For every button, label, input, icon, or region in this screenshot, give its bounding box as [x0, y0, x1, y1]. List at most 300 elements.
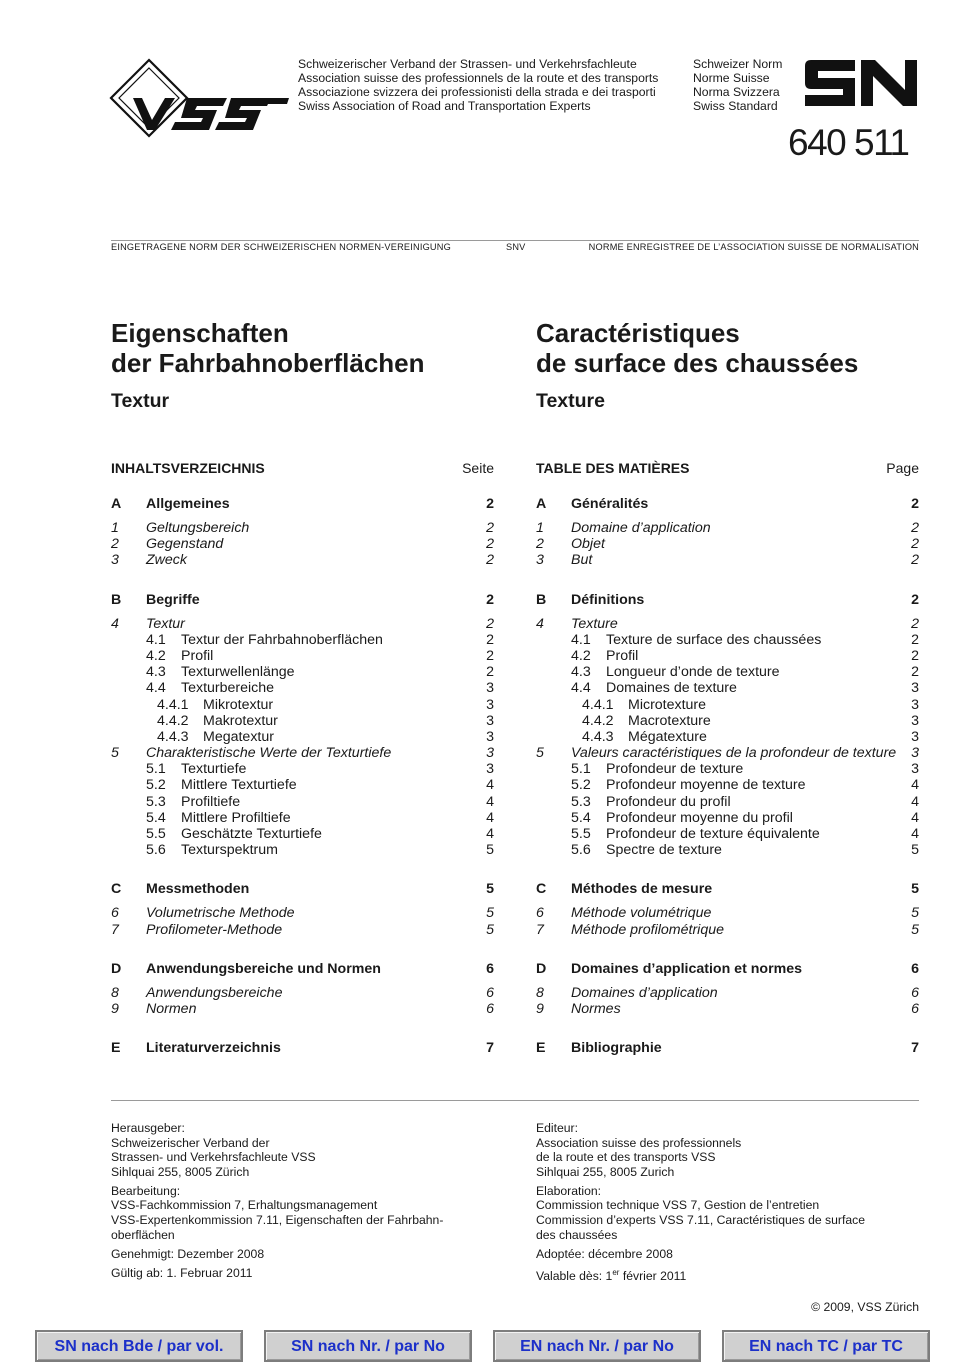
toc-entry — [111, 616, 494, 632]
toc-entry-title — [536, 810, 905, 826]
toc-entry-number: 5.4 — [571, 809, 591, 826]
toc-entry-number: 4.4.2 — [582, 712, 614, 729]
toc-section-label: Messmethoden — [146, 881, 250, 898]
toc-page-number: 2 — [911, 536, 919, 553]
toc-page-number: 2 — [911, 631, 919, 648]
toc-page-number: 2 — [911, 664, 919, 681]
toc-entry — [536, 842, 919, 858]
toc-entry-number: 4 — [111, 615, 119, 632]
toc-entry-title — [111, 536, 480, 552]
toc-page-number: 3 — [486, 728, 494, 745]
toc-entry — [111, 745, 494, 761]
vss-logo-text: VSS — [109, 58, 112, 59]
toc-entry — [536, 680, 919, 696]
toc-entry-label: Mittlere Profiltiefe — [181, 809, 291, 826]
toc-page-number: 7 — [911, 1040, 919, 1057]
toc-entry-label: Geltungsbereich — [146, 520, 250, 536]
editing-line: oberflächen — [111, 1227, 175, 1242]
toc-entry-label: Volumetrische Methode — [146, 905, 295, 922]
toc-entry — [536, 616, 919, 632]
editing-line: Elaboration: — [536, 1183, 602, 1198]
subtitle-de: Textur — [111, 390, 170, 412]
toc-entry — [111, 842, 494, 858]
toc-entry-label: Valeurs caractéristiques de la profondeur de texture — [571, 745, 897, 762]
approval-date: Adoptée: décembre 2008 — [536, 1246, 673, 1261]
toc-entry-number: 5.2 — [146, 777, 166, 794]
toc-entry-label: Domaines de texture — [606, 680, 737, 697]
toc-page-number: 2 — [486, 647, 494, 664]
title-line: Caractéristiques — [536, 318, 740, 348]
norm-line: Norma Svizzera — [693, 85, 780, 99]
publisher-line: Herausgeber: — [111, 1121, 185, 1135]
toc-entry — [536, 1001, 919, 1017]
toc-entry — [111, 777, 494, 793]
norm-names — [693, 57, 782, 113]
toc-entry-label: Profondeur moyenne de texture — [606, 777, 806, 794]
toc-page-number: 4 — [911, 809, 919, 826]
title-line: de surface des chaussées — [536, 348, 859, 378]
toc-page-label: Seite — [462, 460, 494, 476]
toc-entry-number: 4.3 — [146, 664, 166, 681]
association-line: Schweizerischer Verband der Strassen- und Verkehrsfachleute — [298, 57, 637, 71]
toc-entry-number: 5.3 — [146, 793, 166, 810]
toc-section-letter: E — [111, 1040, 121, 1057]
toc-page-number: 5 — [911, 881, 919, 898]
validity-date — [536, 1266, 916, 1284]
toc-entry-title — [536, 842, 905, 858]
toc-entry-title — [536, 794, 905, 810]
toc-entry-number: 5.3 — [571, 793, 591, 810]
toc-section-items — [111, 905, 494, 937]
toc-entry — [536, 745, 919, 761]
toc-page-number: 2 — [911, 520, 919, 536]
toc-entry-number: 4 — [536, 615, 544, 632]
toc-entry — [111, 1001, 494, 1017]
editing-block — [111, 1184, 491, 1242]
toc-entry — [536, 761, 919, 777]
toc-section-heading — [111, 959, 494, 979]
toc-entry-title — [536, 520, 905, 536]
toc-entry-label: Texturbereiche — [181, 680, 275, 697]
toc-entry-title — [111, 1001, 480, 1017]
toc-entry — [111, 985, 494, 1001]
toc-page-number: 2 — [911, 552, 919, 569]
toc-page-number: 2 — [486, 631, 494, 648]
toc-entry-label: Charakteristische Werte der Texturtiefe — [146, 745, 392, 762]
toc-entry-label: Profilometer-Methode — [146, 921, 283, 938]
publisher-fr — [536, 1121, 916, 1288]
toc-entry — [111, 922, 494, 938]
toc-page-number: 7 — [486, 1040, 494, 1057]
toc-entry — [111, 794, 494, 810]
toc-entry-title — [536, 632, 905, 648]
toc-page-number: 2 — [486, 615, 494, 632]
toc-page-number: 2 — [486, 496, 494, 512]
toc-title: TABLE DES MATIÈRES — [536, 460, 690, 476]
toc-entry — [111, 697, 494, 713]
toc-entry-number: 6 — [111, 905, 119, 922]
toc-entry-label: Profil — [606, 647, 639, 664]
toc-page-number: 6 — [486, 1000, 494, 1017]
toc-entry-number: 7 — [536, 921, 544, 938]
toc-de — [111, 494, 494, 1058]
toc-page-number: 2 — [911, 647, 919, 664]
toc-entry-title — [111, 664, 480, 680]
toc-section-items — [536, 616, 919, 859]
toc-section-label: Literaturverzeichnis — [146, 1040, 281, 1057]
toc-entry-label: Domaine d’application — [571, 520, 711, 536]
toc-entry-number: 2 — [536, 536, 544, 553]
toc-entry-label: Profondeur de texture équivalente — [606, 826, 820, 842]
association-line: Association suisse des professionnels de la route et des transports — [298, 71, 659, 85]
toc-entry-title — [111, 922, 480, 938]
bottom-divider — [111, 1100, 919, 1101]
toc-page-number: 6 — [911, 984, 919, 1001]
toc-entry-label: Objet — [571, 536, 605, 553]
toc-entry-number: 4.4 — [571, 680, 591, 697]
editing-line: Bearbeitung: — [111, 1183, 181, 1198]
toc-page-number: 3 — [486, 696, 494, 713]
toc-entry-number: 5 — [536, 745, 544, 762]
toc-entry-title — [111, 794, 480, 810]
toc-page-number: 5 — [486, 905, 494, 922]
toc-section-items — [536, 985, 919, 1017]
toc-entry — [536, 794, 919, 810]
toc-page-number: 5 — [486, 881, 494, 898]
toc-page-number: 3 — [486, 745, 494, 762]
approval-date: Genehmigt: Dezember 2008 — [111, 1246, 265, 1261]
publisher-de — [111, 1121, 491, 1285]
toc-page-number: 4 — [486, 793, 494, 810]
toc-page-number: 4 — [911, 826, 919, 842]
editing-line: des chaussées — [536, 1227, 618, 1242]
toc-entry-label: Texture de surface des chaussées — [606, 631, 822, 648]
toc-entry-label: Textur — [146, 615, 185, 632]
publisher-line: Editeur: — [536, 1121, 579, 1135]
toc-entry-label: Mégatexture — [628, 728, 707, 745]
toc-entry-number: 5.5 — [146, 826, 166, 842]
toc-page-number: 6 — [911, 960, 919, 977]
toc-section-heading — [111, 494, 494, 514]
toc-entry-label: But — [571, 552, 593, 569]
toc-entry-label: Spectre de texture — [606, 842, 722, 859]
norm-line: Schweizer Norm — [693, 57, 783, 71]
toc-section-label: Anwendungsbereiche und Normen — [146, 960, 381, 977]
toc-section-heading — [111, 1038, 494, 1058]
toc-entry-label: Anwendungsbereiche — [146, 984, 283, 1001]
toc-entry — [536, 536, 919, 552]
toc-entry-title — [111, 729, 480, 745]
toc-section-label: Bibliographie — [571, 1040, 662, 1057]
column-french — [536, 318, 919, 1058]
toc-page-number: 2 — [911, 496, 919, 512]
toc-entry-number: 3 — [536, 552, 544, 569]
toc-entry-number: 5.1 — [146, 761, 166, 778]
toc-entry-number: 1 — [111, 520, 119, 536]
toc-entry-title — [536, 1001, 905, 1017]
toc-section-letter: A — [111, 496, 122, 512]
toc-section-letter: D — [536, 960, 547, 977]
toc-entry-label: Textur der Fahrbahnoberflächen — [181, 631, 383, 648]
toc-entry-title — [536, 905, 905, 921]
sn-logo — [803, 58, 919, 108]
toc-page-number: 3 — [486, 712, 494, 729]
toc-page-number: 4 — [911, 777, 919, 794]
toc-entry-label: Texturspektrum — [181, 842, 278, 859]
toc-entry-title — [536, 761, 905, 777]
registration-divider — [111, 240, 919, 241]
toc-entry-label: Zweck — [146, 552, 187, 569]
toc-page-number: 3 — [911, 680, 919, 697]
toc-entry-label: Profondeur moyenne du profil — [606, 809, 793, 826]
toc-page-number: 2 — [486, 520, 494, 536]
editing-line: VSS-Fachkommission 7, Erhaltungsmanagement — [111, 1198, 378, 1213]
toc-section-heading — [536, 959, 919, 979]
toc-entry-number: 4.4.3 — [157, 728, 189, 745]
toc-section-label: Begriffe — [146, 591, 200, 608]
title-de — [111, 318, 494, 378]
toc-entry-label: Macrotexture — [628, 712, 711, 729]
vss-logo — [109, 58, 291, 138]
norm-line: Norme Suisse — [693, 71, 770, 85]
toc-entry-label: Texturwellenlänge — [181, 664, 295, 681]
toc-page-number: 3 — [911, 745, 919, 762]
toc-entry — [111, 713, 494, 729]
toc-entry-label: Mikrotextur — [203, 696, 274, 713]
toc-entry — [111, 664, 494, 680]
toc-section-heading — [536, 1038, 919, 1058]
toc-page-number: 4 — [486, 777, 494, 794]
toc-entry-title — [536, 745, 905, 761]
toc-entry — [536, 648, 919, 664]
toc-entry-label: Méthode volumétrique — [571, 905, 712, 922]
toc-entry — [111, 826, 494, 842]
toc-entry-title — [536, 777, 905, 793]
toc-section-items — [536, 905, 919, 937]
toc-entry-label: Méthode profilométrique — [571, 921, 724, 938]
toc-entry-number: 7 — [111, 921, 119, 938]
toc-section-heading — [111, 590, 494, 610]
norm-line: Swiss Standard — [693, 99, 778, 113]
toc-entry-title — [111, 713, 480, 729]
toc-entry — [536, 777, 919, 793]
toc-entry-label: Profondeur du profil — [606, 793, 731, 810]
registration-snv: SNV — [506, 242, 526, 252]
toc-entry-title — [111, 761, 480, 777]
toc-page-label: Page — [886, 460, 919, 476]
toc-page-number: 3 — [911, 696, 919, 713]
toc-entry — [111, 905, 494, 921]
toc-entry — [536, 922, 919, 938]
toc-entry-number: 5 — [111, 745, 119, 762]
toc-entry-title — [111, 777, 480, 793]
publisher-block — [536, 1121, 916, 1179]
editing-line: VSS-Expertenkommission 7.11, Eigenschaften der Fahrbahn- — [111, 1213, 444, 1228]
toc-page-number: 5 — [486, 921, 494, 938]
toc-entry-number: 3 — [111, 552, 119, 569]
toc-entry — [536, 810, 919, 826]
toc-page-number: 6 — [911, 1000, 919, 1017]
toc-section-label: Définitions — [571, 591, 645, 608]
sn-by-number-button[interactable]: SN nach Nr. / par No — [264, 1330, 472, 1362]
toc-entry-label: Megatextur — [203, 728, 274, 745]
toc-entry-number: 4.4.2 — [157, 712, 189, 729]
toc-entry-title — [536, 552, 905, 568]
toc-entry — [536, 985, 919, 1001]
toc-page-number: 4 — [486, 809, 494, 826]
publisher-line: Association suisse des professionnels — [536, 1135, 742, 1150]
toc-entry-number: 1 — [536, 520, 544, 536]
toc-page-number: 3 — [911, 728, 919, 745]
toc-page-number: 2 — [486, 664, 494, 681]
toc-section-heading — [536, 494, 919, 514]
toc-entry — [536, 713, 919, 729]
toc-entry — [536, 664, 919, 680]
publisher-line: Strassen- und Verkehrsfachleute VSS — [111, 1150, 316, 1165]
en-by-tc-button[interactable]: EN nach TC / par TC — [722, 1330, 930, 1362]
toc-entry-title — [111, 648, 480, 664]
toc-entry-number: 5.4 — [146, 809, 166, 826]
editing-block — [536, 1184, 916, 1242]
publisher-block — [111, 1121, 491, 1179]
toc-title: INHALTSVERZEICHNIS — [111, 460, 265, 476]
toc-entry-title — [111, 552, 480, 568]
association-names — [298, 57, 658, 113]
toc-entry-number: 4.4.1 — [582, 696, 614, 713]
toc-entry-title — [111, 842, 480, 858]
toc-page-number: 2 — [486, 536, 494, 553]
toc-page-number: 2 — [486, 552, 494, 569]
copyright: © 2009, VSS Zürich — [811, 1300, 919, 1314]
editing-line: Commission technique VSS 7, Gestion de l’entretien — [536, 1198, 820, 1213]
toc-entry-title — [536, 664, 905, 680]
toc-section-items — [111, 985, 494, 1017]
toc-section-items — [111, 520, 494, 569]
column-german — [111, 318, 494, 1058]
toc-entry-title — [111, 985, 480, 1001]
toc-section-heading — [111, 879, 494, 899]
toc-entry — [536, 632, 919, 648]
toc-page-number: 3 — [911, 761, 919, 778]
toc-entry-label: Profiltiefe — [181, 793, 241, 810]
toc-entry-number: 4.4 — [146, 680, 166, 697]
toc-entry — [111, 729, 494, 745]
en-by-number-button[interactable]: EN nach Nr. / par No — [493, 1330, 701, 1362]
toc-entry-label: Mittlere Texturtiefe — [181, 777, 297, 794]
toc-section-letter: C — [536, 881, 547, 898]
toc-entry — [111, 632, 494, 648]
publisher-line: de la route et des transports VSS — [536, 1150, 716, 1165]
publisher-line: Sihlquai 255, 8005 Zürich — [111, 1164, 250, 1179]
toc-entry-title — [536, 536, 905, 552]
toc-section-letter: D — [111, 960, 122, 977]
title-line: Eigenschaften — [111, 318, 289, 348]
toc-entry — [536, 520, 919, 536]
registration-de: EINGETRAGENE NORM DER SCHWEIZERISCHEN NORMEN-VEREINIGUNG — [111, 242, 451, 252]
title-fr — [536, 318, 919, 378]
toc-entry-number: 6 — [536, 905, 544, 922]
toc-section-letter: C — [111, 881, 122, 898]
toc-entry — [111, 552, 494, 568]
toc-entry-title — [111, 810, 480, 826]
toc-entry — [536, 826, 919, 842]
toc-header-de — [111, 460, 494, 476]
toc-page-number: 5 — [911, 921, 919, 938]
toc-entry-label: Normes — [571, 1000, 621, 1017]
toc-entry — [111, 648, 494, 664]
toc-entry-number: 5.6 — [571, 842, 591, 859]
toc-page-number: 3 — [486, 761, 494, 778]
toc-entry-number: 5.2 — [571, 777, 591, 794]
toc-entry-title — [111, 680, 480, 696]
toc-entry-title — [536, 616, 905, 632]
toc-entry — [111, 761, 494, 777]
toc-page-number: 6 — [486, 960, 494, 977]
toc-entry-number: 4.1 — [571, 631, 591, 648]
toc-entry — [536, 697, 919, 713]
toc-entry-title — [111, 632, 480, 648]
toc-entry-number: 9 — [536, 1000, 544, 1017]
toc-entry-title — [536, 713, 905, 729]
toc-header-fr — [536, 460, 919, 476]
toc-entry-number: 4.1 — [146, 631, 166, 648]
toc-entry — [111, 680, 494, 696]
standard-number: 640 511 — [788, 122, 909, 163]
sn-by-volume-button[interactable]: SN nach Bde / par vol. — [35, 1330, 243, 1362]
toc-entry-number: 2 — [111, 536, 119, 553]
toc-page-number: 2 — [486, 591, 494, 608]
toc-entry-number: 8 — [111, 984, 119, 1001]
association-line: Swiss Association of Road and Transportation Experts — [298, 99, 591, 113]
publisher-line: Schweizerischer Verband der — [111, 1135, 270, 1150]
toc-entry — [111, 536, 494, 552]
toc-section-label: Domaines d’application et normes — [571, 960, 802, 977]
toc-entry-title — [111, 826, 480, 842]
toc-entry-label: Makrotextur — [203, 712, 278, 729]
toc-section-letter: E — [536, 1040, 546, 1057]
toc-entry — [536, 729, 919, 745]
toc-section-label: Méthodes de mesure — [571, 881, 713, 898]
toc-entry-title — [536, 826, 905, 842]
toc-section-letter: A — [536, 496, 547, 512]
toc-page-number: 4 — [911, 793, 919, 810]
toc-entry-title — [536, 648, 905, 664]
toc-entry-title — [536, 729, 905, 745]
toc-entry-title — [111, 520, 480, 536]
toc-section-letter: B — [111, 591, 122, 608]
toc-entry-title — [536, 680, 905, 696]
toc-entry — [111, 810, 494, 826]
toc-entry-title — [536, 922, 905, 938]
title-line: der Fahrbahnoberflächen — [111, 348, 425, 378]
toc-entry-title — [536, 985, 905, 1001]
toc-entry-label: Profondeur de texture — [606, 761, 744, 778]
toc-entry-number: 4.3 — [571, 664, 591, 681]
toc-section-items — [111, 616, 494, 859]
toc-entry-label: Domaines d’application — [571, 984, 718, 1001]
toc-entry-number: 4.4.1 — [157, 696, 189, 713]
toc-entry-label: Texture — [571, 615, 618, 632]
toc-entry-title — [536, 697, 905, 713]
toc-entry-number: 4.4.3 — [582, 728, 614, 745]
toc-entry-label: Profil — [181, 647, 214, 664]
validity-sup: er — [612, 1267, 620, 1277]
toc-page-number: 5 — [911, 842, 919, 859]
toc-section-heading — [536, 879, 919, 899]
toc-entry-number: 8 — [536, 984, 544, 1001]
toc-entry-title — [111, 697, 480, 713]
toc-page-number: 5 — [486, 842, 494, 859]
